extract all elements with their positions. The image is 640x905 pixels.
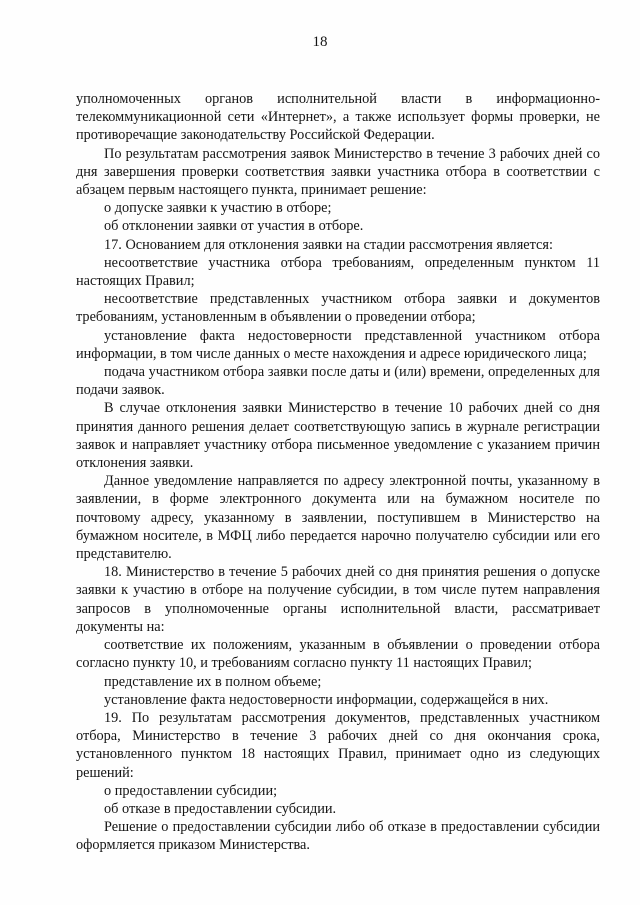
paragraph: подача участником отбора заявки после даты и (или) времени, определенных для подачи заявок. <box>76 364 600 399</box>
paragraph: установление факта недостоверности информации, содержащейся в них. <box>104 691 549 708</box>
paragraph: представление их в полном объеме; <box>104 673 322 690</box>
paragraph: о предоставлении субсидии; <box>104 782 278 799</box>
paragraph: о допуске заявки к участию в отборе; <box>104 200 332 217</box>
paragraph: Данное уведомление направляется по адресу электронной почты, указанному в заявлении, в форме электронного документа или на бумажном носителе по почтовому адресу, указанному в заявлении, поступившем в Министерство на бумажном носителе, в МФЦ либо передается нарочно получателю субсидии или его представителю. <box>76 473 600 563</box>
paragraph: По результатам рассмотрения заявок Министерство в течение 3 рабочих дней со дня завершения проверки соответствия заявки участника отбора в соответствии с абзацем первым настоящего пункта, принимает решение: <box>76 145 600 199</box>
paragraph: 19. По результатам рассмотрения документов, представленных участником отбора, Министерство в течение 3 рабочих дней со дня окончания срока, установленного пунктом 18 настоящих Правил, принимает одно из следующих решений: <box>76 709 600 781</box>
paragraph: Решение о предоставлении субсидии либо об отказе в предоставлении субсидии оформляется приказом Министерства. <box>76 819 600 854</box>
paragraph: установление факта недостоверности представленной участником отбора информации, в том числе данных о месте нахождения и адресе юридического лица; <box>76 327 600 362</box>
paragraph: несоответствие представленных участником отбора заявки и документов требованиям, установленным в объявлении о проведении отбора; <box>76 291 600 326</box>
paragraph: об отклонении заявки от участия в отборе. <box>104 218 364 235</box>
paragraph: В случае отклонения заявки Министерство в течение 10 рабочих дней со дня принятия данного решения делает соответствующую запись в журнале регистрации заявок и направляет участнику отбора письменное уведомление с указанием причин отклонения заявки. <box>76 400 600 472</box>
paragraph: соответствие их положениям, указанным в объявлении о проведении отбора согласно пункту 10, и требованиям согласно пункту 11 настоящих Правил; <box>76 637 600 672</box>
paragraph: 17. Основанием для отклонения заявки на стадии рассмотрения является: <box>104 236 553 253</box>
paragraph: об отказе в предоставлении субсидии. <box>104 800 337 817</box>
paragraph: уполномоченных органов исполнительной власти в информационно-телекоммуникационной сети «Интернет», а также использует формы проверки, не противоречащие законодательству Российской Федерации. <box>76 91 600 144</box>
page-number: 18 <box>312 34 328 50</box>
paragraph: 18. Министерство в течение 5 рабочих дней со дня принятия решения о допуске заявки к участию в отборе на получение субсидии, в том числе путем направления запросов в уполномоченные органы исполнительной власти, рассматривает документы на: <box>76 564 600 635</box>
document-body <box>76 90 600 855</box>
paragraph: несоответствие участника отбора требованиям, определенным пунктом 11 настоящих Правил; <box>76 254 600 290</box>
